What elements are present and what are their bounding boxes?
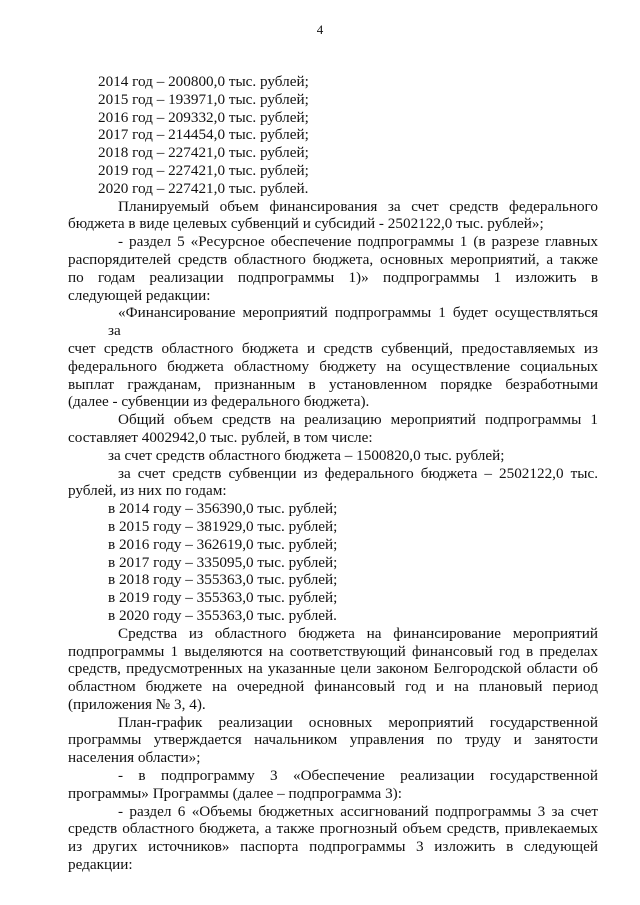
text-line: областном бюджете на очередной финансовый год и на плановый период <box>68 678 598 696</box>
text-line: выплат гражданам, признанным в установленном порядке безработными <box>68 375 598 393</box>
text-line: (далее - субвенции из федерального бюджета). <box>68 393 370 411</box>
year-line: в 2014 году – 356390,0 тыс. рублей; <box>108 500 338 518</box>
text-line: рублей, из них по годам: <box>68 482 227 500</box>
document-body <box>68 73 598 874</box>
text-line: - в подпрограмму 3 «Обеспечение реализации государственной <box>118 767 598 785</box>
text-line: средств областного бюджета, а также прогнозный объем средств, привлекаемых <box>68 820 598 838</box>
year-line: 2014 год – 200800,0 тыс. рублей; <box>98 73 309 90</box>
text-line: - раздел 6 «Объемы бюджетных ассигнований подпрограммы 3 за счет <box>118 802 598 820</box>
text-line: - раздел 5 «Ресурсное обеспечение подпрограммы 1 (в разрезе главных <box>118 233 598 251</box>
text-line: Общий объем средств на реализацию мероприятий подпрограммы 1 <box>118 411 598 429</box>
text-line: следующей редакции: <box>68 286 211 304</box>
text-line: распорядителей средств областного бюджета, основных мероприятий, а также <box>68 250 598 268</box>
paragraph-subvention <box>68 465 598 501</box>
text-line: подпрограммы 1 выделяются на соответствующий финансовый год в пределах <box>68 642 598 660</box>
paragraph-financing <box>68 304 598 411</box>
paragraph-plan <box>68 714 598 767</box>
years-list <box>98 73 598 198</box>
text-line: Планируемый объем финансирования за счет средств федерального <box>118 197 598 215</box>
year-line: в 2017 году – 335095,0 тыс. рублей; <box>108 553 338 571</box>
text-line: из других источников» паспорта подпрограммы 3 изложить в следующей <box>68 838 598 856</box>
year-line: в 2018 году – 355363,0 тыс. рублей; <box>108 571 338 589</box>
regional-budget-line: за счет средств областного бюджета – 1500820,0 тыс. рублей; <box>108 446 505 464</box>
year-line: 2019 год – 227421,0 тыс. рублей; <box>98 161 309 179</box>
paragraph-regional-funds <box>68 625 598 714</box>
page-number: 4 <box>316 22 324 37</box>
year-line: в 2016 году – 362619,0 тыс. рублей; <box>108 535 338 553</box>
text-line: за счет средств субвенции из федерального бюджета – 2502122,0 тыс. <box>118 464 598 482</box>
text-line: программы» Программы (далее – подпрограмма 3): <box>68 784 402 802</box>
text-line: программы утверждается начальником управления по труду и занятости <box>68 731 598 749</box>
text-line: «Финансирование мероприятий подпрограммы 1 будет осуществляться за <box>108 304 598 340</box>
text-line: бюджета в виде целевых субвенций и субсидий - 2502122,0 тыс. рублей»; <box>68 215 544 233</box>
year-line: в 2020 году – 355363,0 тыс. рублей. <box>108 606 337 624</box>
text-line: Средства из областного бюджета на финансирование мероприятий <box>118 624 598 642</box>
text-line: редакции: <box>68 856 133 874</box>
text-line: План-график реализации основных мероприятий государственной <box>118 713 598 731</box>
paragraph-federal-funding <box>68 198 598 234</box>
paragraph-subprogram-3 <box>68 767 598 803</box>
years-list-2 <box>108 500 598 625</box>
paragraph-total <box>68 411 598 447</box>
year-line: 2016 год – 209332,0 тыс. рублей; <box>98 108 309 126</box>
year-line: 2015 год – 193971,0 тыс. рублей; <box>98 90 309 108</box>
paragraph-section-5 <box>68 233 598 304</box>
text-line: населения области»; <box>68 749 201 767</box>
paragraph-section-6 <box>68 803 598 874</box>
text-line: составляет 4002942,0 тыс. рублей, в том числе: <box>68 428 373 446</box>
text-line: (приложения № 3, 4). <box>68 695 206 713</box>
year-line: 2018 год – 227421,0 тыс. рублей; <box>98 144 309 162</box>
text-line: средств, предусмотренных на указанные цели законом Белгородской области об <box>68 660 598 678</box>
text-line: по годам реализации подпрограммы 1)» подпрограммы 1 изложить в <box>68 268 598 286</box>
text-line: счет средств областного бюджета и средств субвенций, предоставляемых из <box>68 339 598 357</box>
year-line: 2020 год – 227421,0 тыс. рублей. <box>98 179 309 197</box>
year-line: в 2015 году – 381929,0 тыс. рублей; <box>108 517 338 535</box>
text-line: федерального бюджета областному бюджету на осуществление социальных <box>68 357 598 375</box>
year-line: в 2019 году – 355363,0 тыс. рублей; <box>108 589 338 607</box>
year-line: 2017 год – 214454,0 тыс. рублей; <box>98 126 309 144</box>
